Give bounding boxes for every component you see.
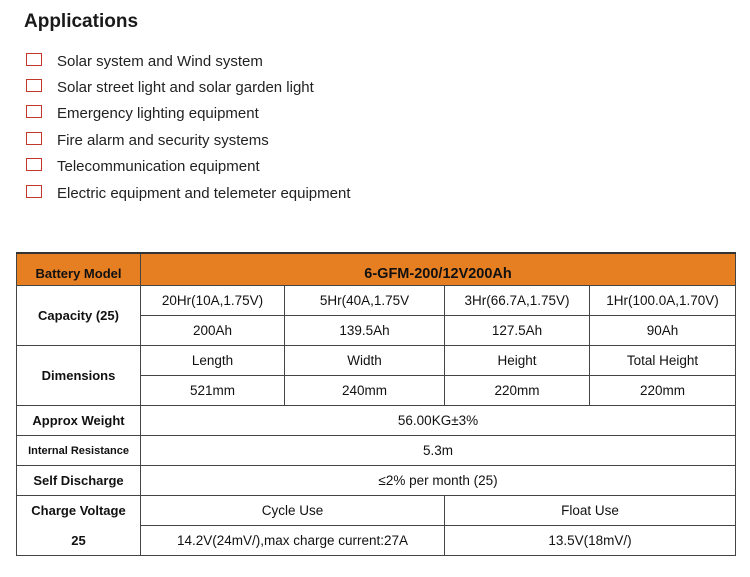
table-cell: 20Hr(10A,1.75V)	[141, 286, 285, 316]
resistance-value: 5.3m	[141, 436, 736, 466]
checkbox-bullet-icon	[26, 79, 42, 92]
list-item	[26, 48, 351, 74]
cycle-use-label: Cycle Use	[141, 496, 445, 526]
list-item	[26, 127, 351, 153]
checkbox-bullet-icon	[26, 158, 42, 171]
table-cell: 240mm	[285, 376, 445, 406]
float-use-label: Float Use	[445, 496, 736, 526]
applications-list	[26, 48, 351, 206]
capacity-label: Capacity (25)	[17, 286, 141, 346]
list-item-label: Emergency lighting equipment	[57, 105, 259, 123]
spec-table	[16, 252, 736, 556]
list-item	[26, 74, 351, 100]
list-item	[26, 154, 351, 180]
table-cell: 127.5Ah	[445, 316, 590, 346]
table-cell: Total Height	[590, 346, 736, 376]
table-row	[17, 286, 736, 316]
table-cell: 139.5Ah	[285, 316, 445, 346]
table-row	[17, 406, 736, 436]
weight-label: Approx Weight	[17, 406, 141, 436]
list-item-label: Telecommunication equipment	[57, 158, 260, 176]
list-item	[26, 180, 351, 206]
checkbox-bullet-icon	[26, 185, 42, 198]
table-row	[17, 496, 736, 526]
table-row	[17, 526, 736, 556]
table-cell: 220mm	[445, 376, 590, 406]
list-item	[26, 101, 351, 127]
charge-voltage-label: Charge Voltage	[17, 496, 141, 526]
table-row	[17, 253, 736, 286]
self-discharge-label: Self Discharge	[17, 466, 141, 496]
battery-model-label: Battery Model	[17, 253, 141, 286]
charge-voltage-temp: 25	[17, 526, 141, 556]
table-cell: Height	[445, 346, 590, 376]
table-row	[17, 346, 736, 376]
table-cell: 90Ah	[590, 316, 736, 346]
float-use-value: 13.5V(18mV/)	[445, 526, 736, 556]
checkbox-bullet-icon	[26, 105, 42, 118]
table-row	[17, 466, 736, 496]
table-cell: 220mm	[590, 376, 736, 406]
checkbox-bullet-icon	[26, 132, 42, 145]
cycle-use-value: 14.2V(24mV/),max charge current:27A	[141, 526, 445, 556]
table-cell: 3Hr(66.7A,1.75V)	[445, 286, 590, 316]
list-item-label: Electric equipment and telemeter equipment	[57, 184, 351, 202]
resistance-label: Internal Resistance	[17, 436, 141, 466]
table-cell: 200Ah	[141, 316, 285, 346]
table-cell: 521mm	[141, 376, 285, 406]
table-cell: 5Hr(40A,1.75V	[285, 286, 445, 316]
list-item-label: Solar system and Wind system	[57, 52, 263, 70]
self-discharge-value: ≤2% per month (25)	[141, 466, 736, 496]
weight-value: 56.00KG±3%	[141, 406, 736, 436]
list-item-label: Fire alarm and security systems	[57, 131, 269, 149]
table-row	[17, 436, 736, 466]
table-cell: Length	[141, 346, 285, 376]
table-cell: 1Hr(100.0A,1.70V)	[590, 286, 736, 316]
dimensions-label: Dimensions	[17, 346, 141, 406]
checkbox-bullet-icon	[26, 53, 42, 66]
battery-model-value: 6-GFM-200/12V200Ah	[141, 253, 736, 286]
table-cell: Width	[285, 346, 445, 376]
list-item-label: Solar street light and solar garden light	[57, 79, 314, 97]
page-title: Applications	[24, 11, 139, 32]
